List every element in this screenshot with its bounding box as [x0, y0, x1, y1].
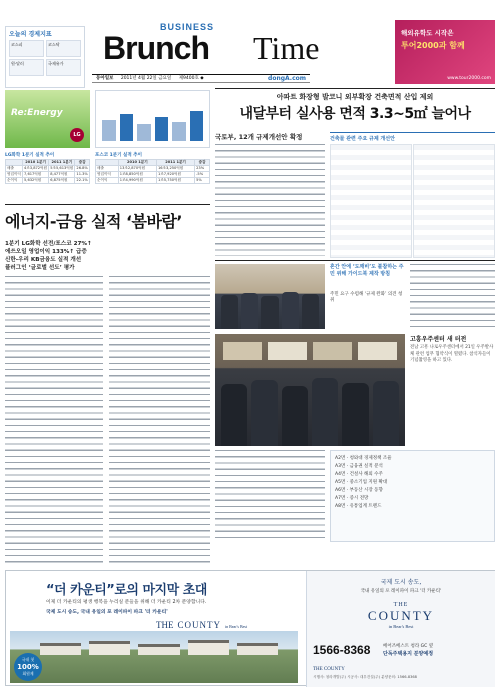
- masthead-brand: [95, 20, 395, 70]
- issue-date: 2011년 4월 22일 금요일: [120, 76, 172, 81]
- table-row: 영업이익 1조8,850억원 1조7,920억원 -5%: [96, 172, 210, 178]
- mid-lead2: 주민 요구 수렴해 ‘규제 완화’ 의견 청취: [330, 292, 403, 303]
- caption-title: 고흥우주센터 새 터전: [410, 336, 467, 343]
- right-logo: [307, 602, 495, 629]
- table-row: 영업이익 7,617억원 8,477억원 11.3%: [7, 172, 88, 176]
- mid-lead: 흔간 안에 ‘도깨비’도 불참하는 주민 위해 가이드북 제작 방침: [330, 264, 404, 277]
- tour-ad-site: www.tour2000.com: [447, 76, 491, 81]
- index-item[interactable]: A4면 · 건설사 해외 수주: [335, 472, 383, 477]
- flag-row: [223, 342, 397, 360]
- posco-table: [95, 152, 210, 184]
- ad-line: 국제 도시 송도, 국내 유일의 포 레이파이 파크 '더 카운티': [46, 610, 168, 615]
- site-url[interactable]: dongA.com: [268, 75, 306, 82]
- index-box: [330, 450, 495, 542]
- ad-right-panel: [306, 571, 495, 687]
- people-row: [221, 376, 399, 446]
- top-subhead: 국토부, 12개 규제개선안 확정: [215, 133, 303, 141]
- table-row: 매출 13조2,870억원 16조3,250억원 23%: [96, 166, 210, 172]
- indicator-item: 코스닥: [46, 40, 81, 57]
- ministers-photo: [215, 264, 325, 329]
- indicator-item: 코스피: [9, 40, 44, 57]
- people-silhouettes: [221, 291, 319, 329]
- lower-body: [215, 450, 325, 542]
- weather-title: 오늘의 경제지표: [9, 31, 52, 38]
- membership-badge: [14, 653, 42, 681]
- weather-box: [5, 26, 85, 88]
- energy-ad[interactable]: [5, 90, 90, 148]
- indicator-item: 원·달러: [9, 59, 44, 76]
- ad-headline: “더 카운티”로의 마지막 초대: [46, 583, 207, 598]
- phone-label: 베어즈베스트 청라 GC 옆: [383, 644, 434, 649]
- group-photo: [215, 334, 405, 446]
- logo-county: COUNTY: [177, 620, 221, 630]
- posco-table-top: [95, 90, 210, 148]
- index-item[interactable]: A5면 · 중소기업 지원 확대: [335, 480, 388, 485]
- right-title: 국제 도시 송도,: [380, 579, 422, 586]
- main-headline: 에너지-금융 실적 ‘봄바람’: [5, 212, 182, 231]
- brand-small: BUSINESS: [160, 22, 215, 32]
- index-item[interactable]: A6면 · 부동산 시장 동향: [335, 488, 383, 493]
- issue-number: 제9400호 ◆: [178, 76, 204, 81]
- footer-text: 시행사: 청라개발(주) 시공사: 대우건설(주) 분양문의: 1566-8368: [313, 675, 417, 679]
- right-logo-in: in Bear's Best: [388, 624, 414, 629]
- brand-large: Brunch: [103, 30, 209, 66]
- tour-ad-line: 해외유학도 시작은: [401, 29, 454, 37]
- mid-body: [410, 264, 495, 329]
- county-ad[interactable]: [5, 570, 495, 686]
- right-line: 국내 유일의 포 레이파이 파크 '더 카운티': [360, 589, 442, 594]
- mini-bars: [102, 103, 203, 141]
- data-table: 2010 1분기 2011 1분기 증감 매출 4조3,872억원 5조5,613억원 26.8% 영업이익 7,617억원 8,477억원 11.3% 순이익 5,632억원 6,875억원 22.1%: [7, 160, 88, 182]
- issue-paper: 동아일보: [96, 76, 114, 81]
- photo-caption-box: [410, 334, 495, 446]
- ad-sub1: 이제 더 카운티의 평생 행복을 누리실 분들을 위해 더 카운티 2차 분양합니다.: [46, 600, 207, 605]
- top-rule: [215, 88, 495, 89]
- issue-bar: [92, 74, 310, 83]
- mid-rule: [215, 260, 495, 261]
- logo-the: THE: [156, 620, 174, 630]
- top-kicker: 아파트 화장형 발코니 외부확장 건축면적 산입 제외: [276, 93, 434, 101]
- table-row: 순이익 1조4,990억원 1조5,750억원 5%: [96, 178, 210, 184]
- energy-ad-title: Re:Energy: [11, 108, 63, 118]
- logo-in: in Bear's Best: [225, 624, 248, 629]
- main-body-col2: [109, 276, 210, 566]
- lg-table: [5, 152, 90, 184]
- regulation-title: 건축물 관련 주요 규제 개선안: [330, 136, 395, 142]
- main-body-col1: [5, 276, 103, 566]
- regulation-table: [330, 144, 495, 258]
- badge-num: 100%: [17, 663, 39, 671]
- index-item[interactable]: A8면 · 유통업계 트렌드: [335, 504, 382, 509]
- house-row: [40, 641, 278, 655]
- regulation-box: [330, 132, 495, 256]
- badge-top: 국내 첫: [21, 657, 35, 662]
- right-logo-county: COUNTY: [367, 608, 435, 623]
- data-table: 2010 1분기 2011 1분기 증감 매출 13조2,870억원 16조3,250억원 23% 영업이익 1조8,850억원 1조7,920억원 -5% 순이익 1조4,990억원 1조5,750억원 5%: [95, 159, 210, 184]
- badge-bottom: 회원제: [22, 671, 34, 676]
- lg-logo: LG: [70, 128, 84, 142]
- footer-brand: THE COUNTY: [313, 667, 345, 672]
- top-headline: 내달부터 실사용 면적 3.3~5㎡ 늘어나: [239, 106, 471, 122]
- main-deck: 1분기 LG화학 선전/포스코 27%↑ 에쓰오일 영업이익 133%↑ 급증 신한-우리 KB금융도 실적 개선 플러그인 ‘글로벌 선도’ 평가: [5, 241, 92, 271]
- table-title: 포스코 1분기 실적 추이: [95, 153, 142, 158]
- index-item[interactable]: A3면 · 금융권 실적 분석: [335, 464, 383, 469]
- tour-ad-main: 투어2000과 함께: [401, 41, 465, 50]
- index-item[interactable]: A7면 · 증시 전망: [335, 496, 369, 501]
- section-rule: [5, 204, 210, 205]
- brand-time: Time: [253, 30, 320, 66]
- phone-sub: 단독주택용지 분양예정: [383, 651, 434, 657]
- index-item[interactable]: A2면 · 청와대 경제정책 조율: [335, 456, 392, 461]
- phone-number[interactable]: 1566-8368: [313, 643, 371, 657]
- top-body: [215, 144, 325, 256]
- table-title: LG화학 1분기 실적 추이: [5, 153, 55, 158]
- table-row: 순이익 5,632억원 6,875억원 22.1%: [7, 178, 88, 182]
- tour-ad[interactable]: [395, 20, 495, 84]
- caption-body: 전남 고흥 나로우주센터에서 21일 우주발사체 관련 업무 협약식이 열렸다. 참석자들이 기념촬영을 하고 있다.: [410, 345, 494, 363]
- estate-photo: [10, 631, 298, 683]
- right-logo-the: THE: [393, 602, 409, 608]
- indicator-item: 국제유가: [46, 59, 81, 76]
- table-row: 매출 4조3,872억원 5조5,613억원 26.8%: [7, 166, 88, 170]
- indicator-grid: [9, 40, 81, 76]
